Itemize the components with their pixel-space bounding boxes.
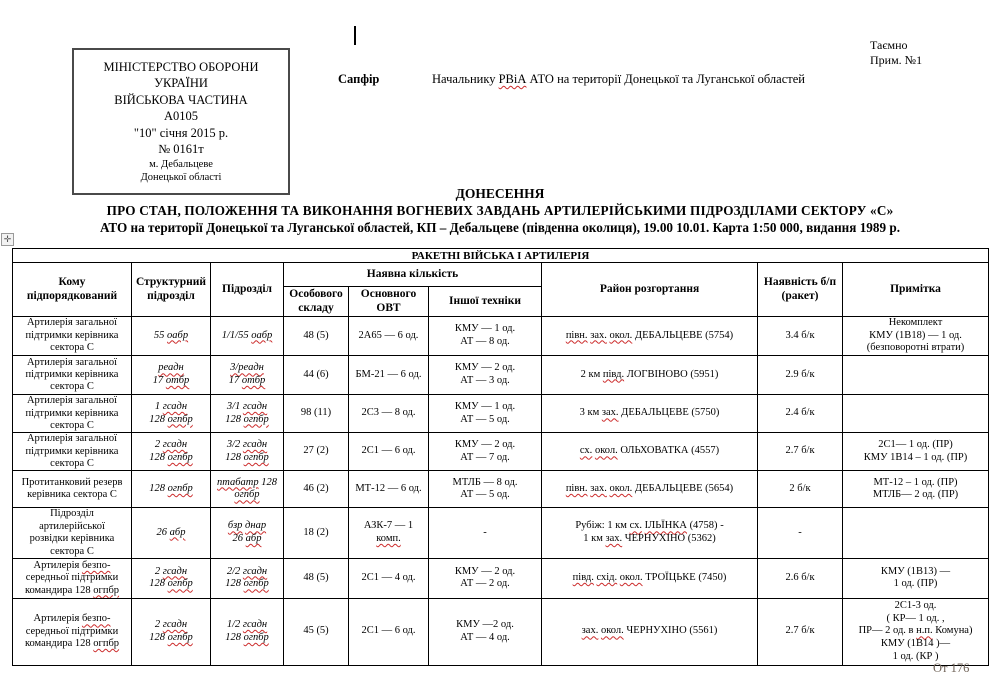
- misspelled-word: огпбр: [93, 584, 120, 596]
- cell-struct: 55 оабр: [132, 316, 211, 355]
- misspelled-word: гсадн: [162, 439, 188, 451]
- misspelled-word: огпбр: [243, 413, 269, 425]
- cell-area: півн. зах. окол. ДЕБАЛЬЦЕВЕ (5654): [542, 471, 758, 508]
- misspelled-word: РВіА: [498, 72, 527, 86]
- misspelled-word: огпбр: [167, 578, 193, 590]
- col-header-personnel: Особового складу: [284, 287, 349, 317]
- misspelled-word: отбр: [165, 375, 190, 387]
- table-row: [13, 471, 989, 508]
- secrecy-label: Таємно: [870, 38, 908, 52]
- cell-who: Артилерія загальної підтримки керівника сектора С: [13, 433, 132, 471]
- cell-note: МТ-12 – 1 од. (ПР) МТЛБ— 2 од. (ПР): [843, 471, 989, 508]
- cell-ovt: 2С1 — 4 од.: [349, 558, 429, 598]
- cell-personnel: 27 (2): [284, 433, 349, 471]
- table-row: [13, 395, 989, 433]
- misspelled-word: гсадн: [242, 439, 268, 451]
- cell-note: [843, 508, 989, 559]
- cell-ammo: 2.4 б/к: [758, 395, 843, 433]
- misspelled-word: сх.: [579, 445, 593, 457]
- cell-who: Артилерія загальної підтримки керівника сектора С: [13, 356, 132, 395]
- cell-ammo: 2.7 б/к: [758, 433, 843, 471]
- report-table-body: [13, 316, 989, 665]
- misspelled-word: огпбр: [243, 578, 269, 590]
- misspelled-word: комп.: [376, 533, 401, 545]
- misspelled-word: безпо-: [81, 613, 111, 625]
- title-line-1: ДОНЕСЕННЯ: [455, 186, 545, 201]
- letterhead-line: ВІЙСЬКОВА ЧАСТИНА: [114, 92, 248, 107]
- cell-other: КМУ —2 од. АТ — 4 од.: [429, 598, 542, 665]
- misspelled-word: зах.: [601, 407, 619, 419]
- col-header-other: Іншої техніки: [429, 287, 542, 317]
- misspelled-word: отбр: [241, 375, 266, 387]
- col-header-unit: Підрозділ: [211, 263, 284, 317]
- cell-unit: 3/2 гсадн 128 огпбр: [211, 433, 284, 471]
- table-caption: РАКЕТНІ ВІЙСЬКА І АРТИЛЕРІЯ: [13, 249, 989, 263]
- cell-other: КМУ — 2 од. АТ — 2 од.: [429, 558, 542, 598]
- misspelled-word: огпбр: [93, 638, 120, 650]
- cell-area: сх. окол. ОЛЬХОВАТКА (4557): [542, 433, 758, 471]
- misspelled-word: зах.: [590, 329, 607, 341]
- misspelled-word: оабр: [167, 329, 189, 341]
- cell-who: Підрозділ артилерійської розвідки керівника сектора С: [13, 508, 132, 559]
- cell-ovt: 2С3 — 8 од.: [349, 395, 429, 433]
- misspelled-word: півд.: [572, 571, 594, 583]
- misspelled-word: гсадн: [242, 619, 268, 631]
- cell-other: КМУ — 1 од. АТ — 8 од.: [429, 316, 542, 355]
- misspelled-word: абр: [169, 526, 186, 538]
- cell-personnel: 18 (2): [284, 508, 349, 559]
- cell-area: півн. зах. окол. ДЕБАЛЬЦЕВЕ (5754): [542, 316, 758, 355]
- misspelled-word: гсадн: [162, 565, 188, 577]
- misspelled-word: окол.: [609, 329, 633, 341]
- cell-who: Артилерія загальної підтримки керівника сектора С: [13, 316, 132, 355]
- text-cursor: [354, 26, 356, 45]
- cell-struct: 26 абр: [132, 508, 211, 559]
- cell-ammo: 2.9 б/к: [758, 356, 843, 395]
- letterhead-line: А0105: [163, 109, 199, 123]
- document-title: [20, 185, 980, 236]
- misspelled-word: півн.: [565, 329, 588, 341]
- misspelled-word: 3/реадн: [230, 362, 264, 374]
- misspelled-word: окол.: [594, 445, 618, 457]
- col-header-ovt: Основного ОВТ: [349, 287, 429, 317]
- cell-struct: 2 гсадн 128 огпбр: [132, 598, 211, 665]
- cell-personnel: 48 (5): [284, 316, 349, 355]
- cell-unit: 2/2 гсадн 128 огпбр: [211, 558, 284, 598]
- misspelled-word: гсадн: [162, 619, 188, 631]
- cell-unit: бзр днар 26 абр: [211, 508, 284, 559]
- letterhead-line: м. Дебальцеве: [149, 158, 213, 170]
- misspelled-word: зах.: [605, 533, 623, 545]
- table-row: [13, 508, 989, 559]
- title-line-3: АТО на території Донецької та Луганської областей, КП – Дебальцеве (південна околиця), 19.00 10.01. Карта 1:50 000, видання 1989 р.: [99, 220, 901, 235]
- classification-block: [870, 38, 922, 68]
- col-header-ammo: Наявність б/п (ракет): [758, 263, 843, 317]
- cell-area: Рубіж: 1 км сх. ІЛЬЇНКА (4758) - 1 км зах. ЧЕРНУХІНО (5362): [542, 508, 758, 559]
- cell-ammo: 2.6 б/к: [758, 558, 843, 598]
- misspelled-word: півн.: [565, 482, 588, 494]
- report-table: [12, 248, 989, 666]
- cell-ammo: 2.7 б/к: [758, 598, 843, 665]
- misspelled-word: сх.: [629, 520, 642, 532]
- cell-struct: реадн 17 отбр: [132, 356, 211, 395]
- misspelled-word: огпбр: [234, 489, 260, 501]
- cell-note: 2С1-3 од. ( КР— 1 од. , ПР— 2 од. в н.п. Комуна) КМУ (1В14 )— 1 од. (КР ): [843, 598, 989, 665]
- misspelled-word: півд.: [602, 368, 625, 380]
- table-row: [13, 558, 989, 598]
- cell-personnel: 45 (5): [284, 598, 349, 665]
- misspelled-word: окол.: [619, 571, 643, 583]
- misspelled-word: бзр: [227, 520, 243, 532]
- cell-area: зах. окол. ЧЕРНУХІНО (5561): [542, 598, 758, 665]
- misspelled-word: огпбр: [167, 631, 193, 643]
- table-row: [13, 598, 989, 665]
- cell-other: КМУ — 1 од. АТ — 5 од.: [429, 395, 542, 433]
- misspelled-word: схід.: [596, 571, 618, 583]
- misspelled-word: окол.: [609, 482, 633, 494]
- col-header-struct: Структурний підрозділ: [132, 263, 211, 317]
- misspelled-word: зах.: [590, 482, 607, 494]
- cell-unit: 3/1 гсадн 128 огпбр: [211, 395, 284, 433]
- cell-note: КМУ (1В13) — 1 од. (ПР): [843, 558, 989, 598]
- title-line-2: ПРО СТАН, ПОЛОЖЕННЯ ТА ВИКОНАННЯ ВОГНЕВИХ ЗАВДАНЬ АРТИЛЕРІЙСЬКИМИ ПІДРОЗДІЛАМИ СЕКТОРУ «С»: [106, 203, 894, 218]
- copy-number: Прим. №1: [870, 53, 923, 67]
- cell-other: -: [429, 508, 542, 559]
- misspelled-word: зах.: [581, 625, 599, 637]
- col-header-note: Примітка: [843, 263, 989, 317]
- cell-ovt: 2С1 — 6 од.: [349, 598, 429, 665]
- misspelled-word: огпбр: [243, 451, 269, 463]
- cell-other: КМУ — 2 од. АТ — 3 од.: [429, 356, 542, 395]
- cell-who: Артилерія безпо- середньої підтримки командира 128 огпбр: [13, 598, 132, 665]
- misspelled-word: днар: [245, 520, 267, 532]
- letterhead-box: [72, 48, 290, 195]
- cell-struct: 128 огпбр: [132, 471, 211, 508]
- cell-ovt: 2С1 — 6 од.: [349, 433, 429, 471]
- cell-ovt: БМ-21 — 6 од.: [349, 356, 429, 395]
- col-header-qty-group: Наявна кількість: [284, 263, 542, 287]
- cell-personnel: 48 (5): [284, 558, 349, 598]
- cell-ovt: АЗК-7 — 1 комп.: [349, 508, 429, 559]
- misspelled-word: реадн: [158, 362, 184, 374]
- misspelled-word: окол.: [600, 625, 624, 637]
- cell-ammo: -: [758, 508, 843, 559]
- cell-ovt: 2А65 — 6 од.: [349, 316, 429, 355]
- cell-area: півд. схід. окол. ТРОЇЦЬКЕ (7450): [542, 558, 758, 598]
- cell-unit: 1/2 гсадн 128 огпбр: [211, 598, 284, 665]
- cell-struct: 2 гсадн 128 огпбр: [132, 433, 211, 471]
- letterhead-line: МІНІСТЕРСТВО ОБОРОНИ: [103, 59, 259, 74]
- letterhead-line: УКРАЇНИ: [154, 76, 208, 90]
- table-row: [13, 316, 989, 355]
- cell-note: [843, 395, 989, 433]
- cell-note: 2С1— 1 од. (ПР) КМУ 1В14 – 1 од. (ПР): [843, 433, 989, 471]
- misspelled-word: огпбр: [167, 413, 193, 425]
- misspelled-word: н.п.: [916, 625, 933, 637]
- misspelled-word: огпбр: [167, 451, 193, 463]
- cell-ammo: 2 б/к: [758, 471, 843, 508]
- cell-other: МТЛБ — 8 од. АТ — 5 од.: [429, 471, 542, 508]
- cell-note: Некомплект КМУ (1В18) — 1 од. (безповоротні втрати): [843, 316, 989, 355]
- misspelled-word: огпбр: [167, 482, 193, 494]
- table-row: [13, 356, 989, 395]
- cell-area: 3 км зах. ДЕБАЛЬЦЕВЕ (5750): [542, 395, 758, 433]
- cell-unit: 1/1/55 оабр: [211, 316, 284, 355]
- page-note: От 176: [933, 661, 970, 675]
- table-move-handle-icon[interactable]: ✛: [1, 233, 14, 246]
- misspelled-word: огпбр: [243, 631, 269, 643]
- cell-area: 2 км півд. ЛОГВІНОВО (5951): [542, 356, 758, 395]
- col-header-who: Кому підпорядкований: [13, 263, 132, 317]
- cell-other: КМУ — 2 од. АТ — 7 од.: [429, 433, 542, 471]
- cell-who: Артилерія безпо- середньої підтримки командира 128 огпбр: [13, 558, 132, 598]
- letterhead-line: № 0161т: [158, 142, 204, 156]
- letterhead-line: "10" січня 2015 р.: [133, 125, 229, 140]
- misspelled-word: оабр: [251, 329, 273, 341]
- misspelled-word: гсадн: [242, 565, 268, 577]
- cell-unit: птабатр 128 огпбр: [211, 471, 284, 508]
- misspelled-word: гсадн: [242, 400, 268, 412]
- letterhead-line: Донецької області: [140, 172, 222, 183]
- codeword: Сапфір: [338, 72, 380, 86]
- cell-who: Артилерія загальної підтримки керівника сектора С: [13, 395, 132, 433]
- cell-personnel: 46 (2): [284, 471, 349, 508]
- cell-unit: 3/реадн 17 отбр: [211, 356, 284, 395]
- cell-note: [843, 356, 989, 395]
- misspelled-word: безпо-: [81, 559, 111, 571]
- cell-struct: 1 гсадн 128 огпбр: [132, 395, 211, 433]
- cell-ammo: 3.4 б/к: [758, 316, 843, 355]
- misspelled-word: гсадн: [162, 400, 188, 412]
- misspelled-word: птабатр: [217, 476, 259, 488]
- cell-struct: 2 гсадн 128 огпбр: [132, 558, 211, 598]
- col-header-area: Район розгортання: [542, 263, 758, 317]
- cell-who: Протитанковий резерв керівника сектора С: [13, 471, 132, 508]
- cell-ovt: МТ-12 — 6 од.: [349, 471, 429, 508]
- misspelled-word: абр: [245, 533, 262, 545]
- cell-personnel: 98 (11): [284, 395, 349, 433]
- cell-personnel: 44 (6): [284, 356, 349, 395]
- addressee-line: Начальнику РВіА АТО на території Донецької та Луганської областей: [432, 72, 805, 86]
- table-row: [13, 433, 989, 471]
- misspelled-word: ІЛЬЇНКА: [644, 520, 687, 532]
